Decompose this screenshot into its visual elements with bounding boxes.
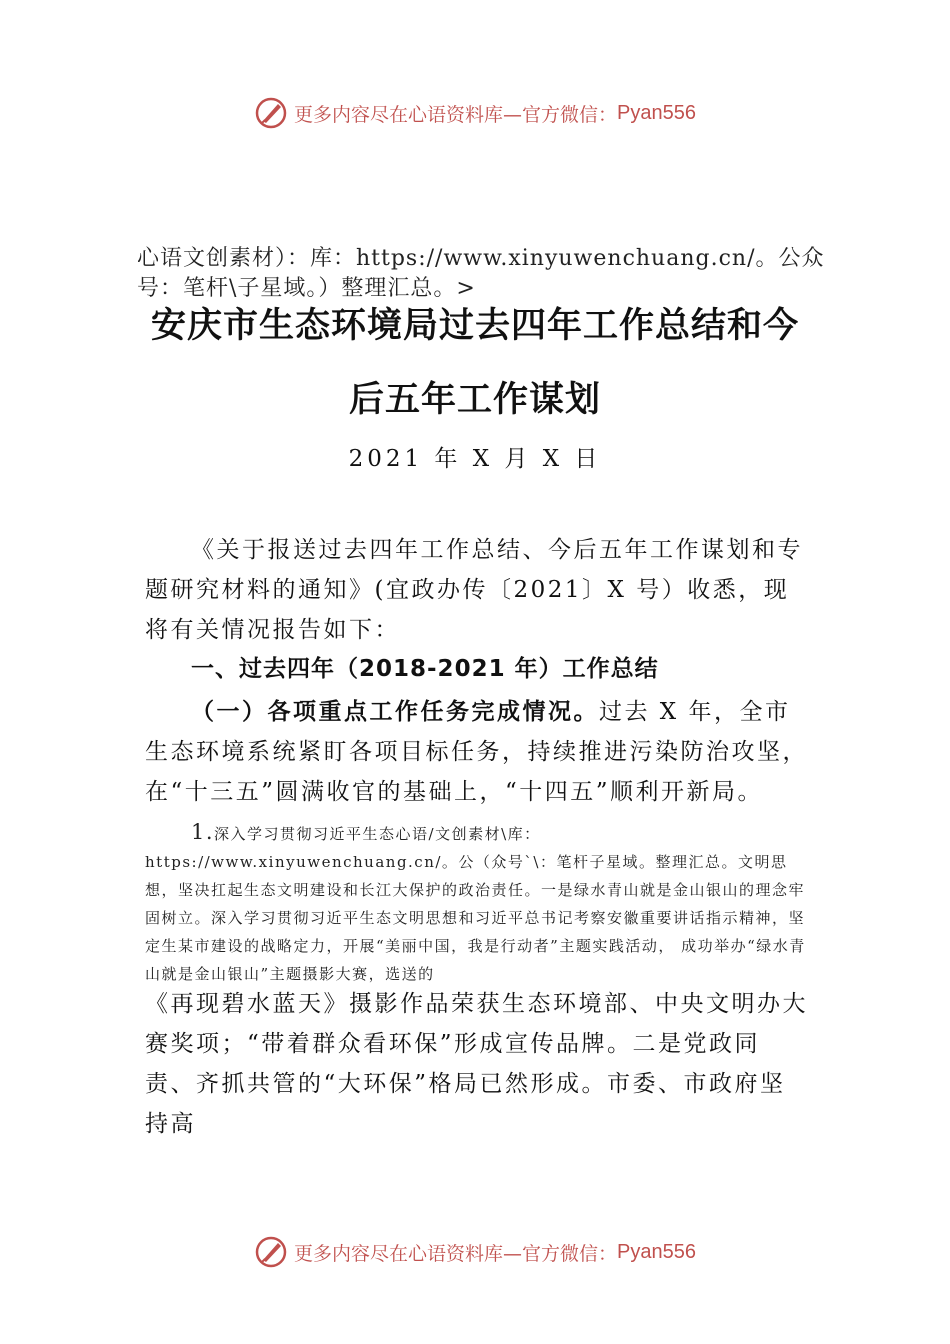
quill-logo-icon — [254, 96, 288, 130]
watermark-text: 更多内容尽在心语资料库—官方微信： — [294, 1242, 618, 1265]
section-heading: 一、过去四年（2018-2021 年）工作总结 — [191, 656, 659, 682]
item1-text: 深入学习贯彻习近平生态心语/文创素材\库：https://www.xinyuwenchuang.cn/。公（众号`\：笔杆子星域。整理汇总。文明思想，坚决扛起生态文明建设和长江大保护的政治责任。一是绿水青山就是金山银山的理念牢固树立。深入学习贯彻习近平生态文明思想和习近平总书记考察安徽重要讲话指示精神，坚定生某市建设的战略定力，开展“美丽中国，我是行动者”主题实践活动， 成功举办“绿水青山就是金山银山”主题摄影大赛，选送的 — [145, 825, 806, 983]
item1-number: 1. — [191, 820, 215, 844]
subsection-heading: （一）各项重点工作任务完成情况。 — [191, 699, 599, 725]
continuation-paragraph: 《再现碧水蓝天》摄影作品荣获生态环境部、中央文明办大赛奖项；“带着群众看环保”形成宣传品牌。二是党政同责、齐抓共管的“大环保”格局已然形成。市委、市政府坚持高 — [145, 991, 808, 1137]
subsection-text: 过去 X 年，全市生态环境系统紧盯各项目标任务，持续推进污染防治攻坚，在“十三五”圆满收官的基础上，“十四五”顺利开新局。 — [145, 699, 808, 805]
intro-paragraph: 《关于报送过去四年工作总结、今后五年工作谋划和专题研究材料的通知》(宜政办传〔2021〕X 号）收悉，现将有关情况报告如下： — [145, 537, 803, 643]
document-title-line1: 安庆市生态环境局过去四年工作总结和今 — [150, 306, 799, 346]
header-watermark — [0, 96, 950, 130]
watermark-wechat-id: Pyan556 — [617, 1240, 696, 1263]
source-note: 心语文创素材）：库：https://www.xinyuwenchuang.cn/。公众号：笔杆\子星域。）整理汇总。> — [137, 246, 825, 301]
footer-watermark — [0, 1235, 950, 1269]
quill-logo-icon — [254, 1235, 288, 1269]
document-date: 2021 年 X 月 X 日 — [348, 446, 602, 472]
subsection-paragraph — [145, 692, 809, 812]
watermark-wechat-id: Pyan556 — [617, 101, 696, 124]
document-title-line2: 后五年工作谋划 — [348, 380, 601, 420]
watermark-text: 更多内容尽在心语资料库—官方微信： — [294, 103, 618, 126]
item1-paragraph — [145, 818, 809, 988]
